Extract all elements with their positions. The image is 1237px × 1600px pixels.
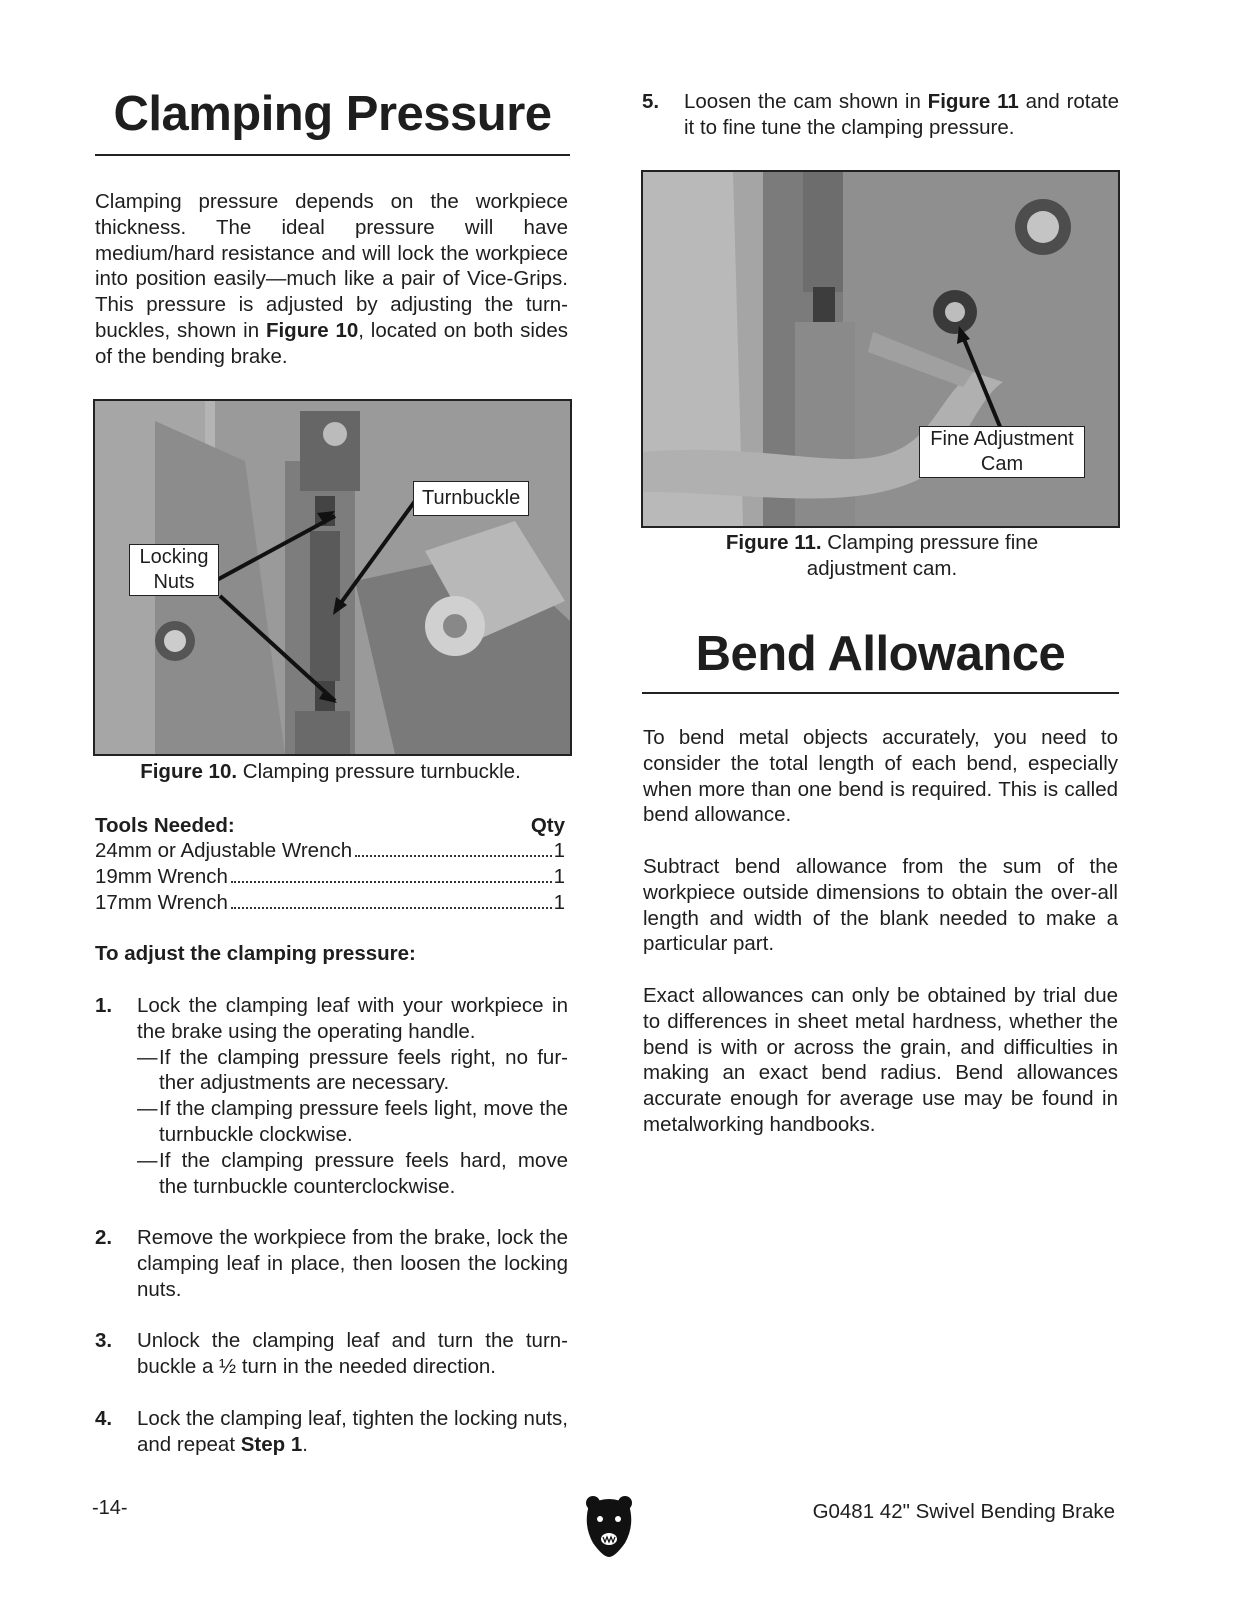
step-text	[137, 1328, 568, 1380]
tool-qty: 1	[553, 864, 565, 888]
bear-head-logo	[585, 1495, 633, 1557]
tool-name: 24mm or Adjustable Wrench	[95, 839, 353, 862]
procedure-step	[95, 1406, 568, 1458]
step-condition: — If the clamping pressure feels light, move the turnbuckle clockwise.	[137, 1097, 568, 1146]
figure-11-photo	[641, 170, 1120, 528]
figure-10-caption: Figure 10. Clamping pressure turnbuckle.	[140, 760, 521, 783]
qty-header: Qty	[530, 814, 565, 837]
bend-paragraph: To bend metal objects accurately, you need to consider the total length of each bend, especially when more than one bend is required. This is called bend allowance.	[643, 726, 1118, 827]
step-main-text: Lock the clamping leaf with your workpiece in the brake using the operating handle.	[137, 994, 568, 1043]
step-number: 1.	[95, 994, 113, 1017]
step-number: 4.	[95, 1406, 113, 1430]
step-condition: — If the clamping pressure feels right, no fur-ther adjustments are necessary.	[137, 1045, 568, 1095]
step-main-text: Unlock the clamping leaf and turn the turn-buckle a ½ turn in the needed direction.	[137, 1329, 568, 1379]
title-rule	[95, 154, 570, 156]
tools-needed-table	[95, 814, 565, 915]
text-run: , located on both sides of the bending brake.	[95, 318, 569, 368]
step-text	[137, 993, 568, 1199]
step-number: 3.	[95, 1329, 113, 1353]
leader-dots	[231, 881, 552, 883]
procedure-step	[95, 993, 568, 1199]
procedure-steps	[95, 993, 568, 1457]
step-condition: — If the clamping pressure feels hard, move the turnbuckle counterclockwise.	[137, 1148, 568, 1198]
leader-dots	[355, 855, 551, 857]
text-run: Loosen the cam shown in	[684, 90, 928, 113]
procedure-step	[95, 1328, 568, 1380]
tools-header: Tools Needed:	[95, 814, 235, 837]
model-name: G0481 42" Swivel Bending Brake	[812, 1500, 1115, 1523]
text-run: Lock the clamping leaf, tighten the locking nuts, and repeat	[137, 1406, 568, 1456]
bold-reference: Step 1	[240, 1432, 303, 1456]
page-number: -14-	[92, 1497, 128, 1519]
tool-name: 17mm Wrench	[95, 890, 228, 914]
callout-locking-nuts: Locking Nuts	[129, 544, 219, 596]
tool-name: 19mm Wrench	[95, 864, 228, 888]
step-text	[137, 1225, 568, 1302]
step-text	[684, 89, 1119, 141]
figure-11-caption: Figure 11. Clamping pressure fine adjustment cam.	[725, 531, 1039, 580]
step-number: 5.	[642, 90, 660, 113]
bold-reference: Figure 11	[927, 90, 1019, 113]
bold-reference: Figure 10	[265, 318, 359, 342]
callout-fine-adjustment-cam: Fine Adjustment Cam	[919, 426, 1085, 478]
section-title-clamping-pressure: Clamping Pressure	[113, 87, 552, 141]
intro-paragraph	[95, 189, 568, 370]
title-rule-2	[642, 692, 1119, 694]
tool-row	[95, 864, 565, 890]
text-run: .	[302, 1432, 308, 1456]
procedure-step	[95, 1225, 568, 1302]
bend-paragraph: Subtract bend allowance from the sum of the workpiece outside dimensions to obtain the over-all length and width of the blank needed to make a particular part.	[643, 854, 1118, 956]
leader-dots	[231, 907, 552, 909]
tool-qty: 1	[553, 839, 565, 862]
bend-allowance-text	[643, 725, 1118, 1138]
text-run: and rotate it to fine tune the clamping pressure.	[684, 90, 1119, 139]
bend-paragraph: Exact allowances can only be obtained by trial due to differences in sheet metal hardness, whether the bend is with or across the grain, and difficulties in making an exact bend radius. Bend allowances accurate enough for average use may be found in metalworking handbooks.	[643, 983, 1118, 1136]
step-number: 2.	[95, 1226, 113, 1250]
tool-qty: 1	[553, 890, 565, 914]
text-run: Clamping pressure depends on the workpiece thickness. The ideal pressure will have medium/hard resistance and will lock the workpiece into position easily—much like a pair of Vice-Grips. This pressure is adjusted by adjusting the turn-buckles, shown in	[95, 190, 568, 342]
section-title-bend-allowance: Bend Allowance	[695, 627, 1066, 681]
procedure-title: To adjust the clamping pressure:	[95, 942, 416, 965]
callout-turnbuckle: Turnbuckle	[413, 481, 529, 516]
tool-row	[95, 890, 565, 916]
figure-10-photo	[93, 399, 572, 756]
step-main-text: Remove the workpiece from the brake, lock the clamping leaf in place, then loosen the locking nuts.	[137, 1226, 568, 1301]
step-text	[137, 1406, 568, 1458]
step-5	[642, 89, 1119, 141]
tool-row	[95, 838, 565, 864]
